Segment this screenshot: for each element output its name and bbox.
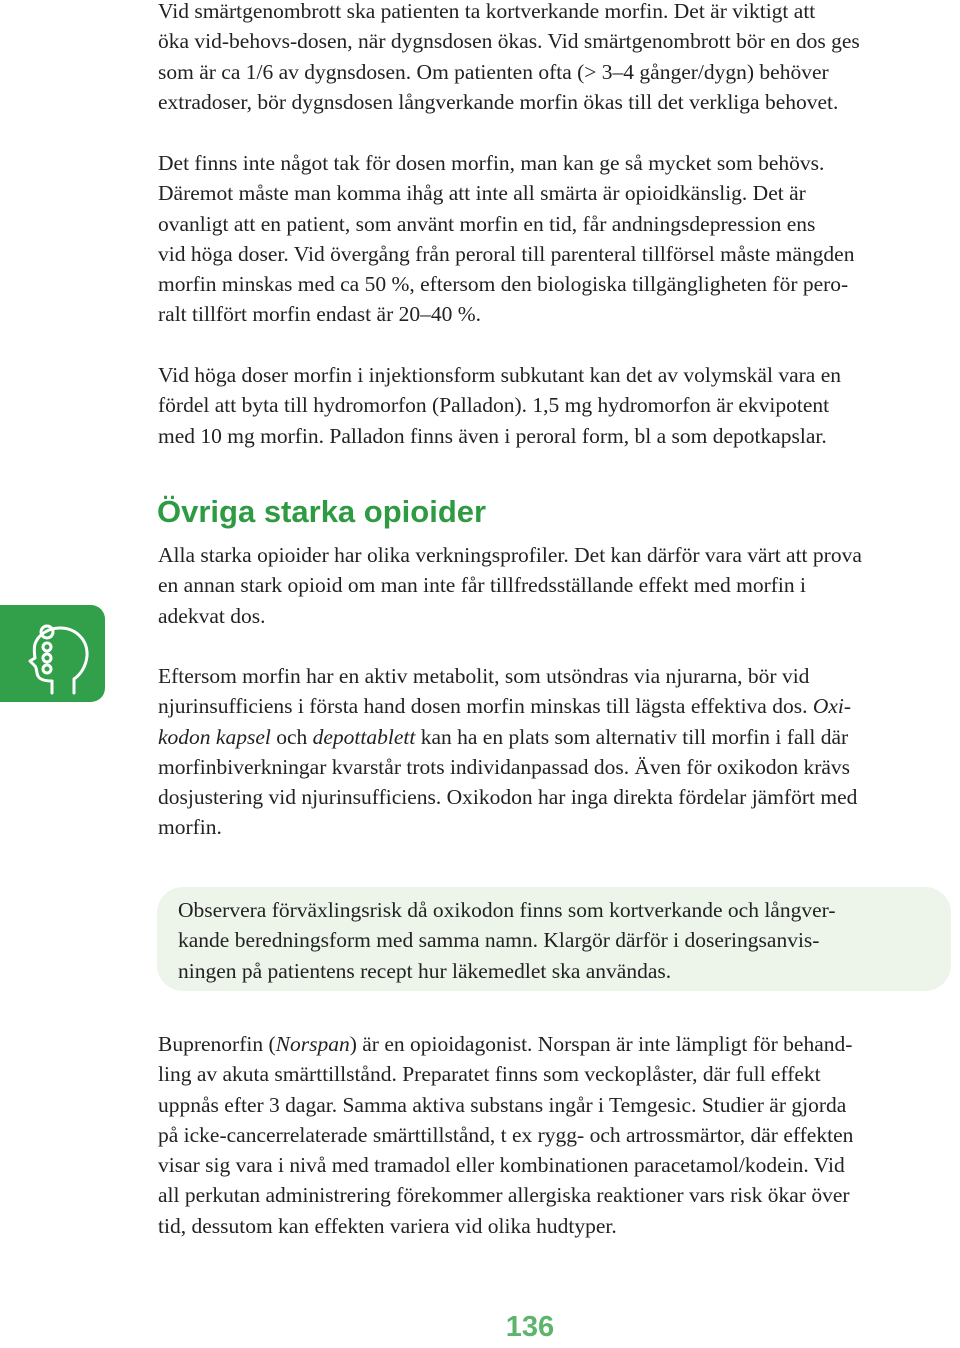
text-line: som är ca 1/6 av dygnsdosen. Om patienten ofta (> 3–4 gånger/dygn) behöver — [158, 59, 829, 84]
text-line: ningen på patientens recept hur läkemedlet ska användas. — [178, 958, 672, 983]
chapter-side-tab — [0, 605, 105, 702]
text-line — [158, 1029, 948, 1059]
text-line: adekvat dos. — [158, 603, 266, 628]
italic-term: kodon kapsel — [158, 724, 271, 749]
text-line: fördel att byta till hydromorfon (Palladon). 1,5 mg hydromorfon är ekvipotent — [158, 393, 830, 418]
italic-term: depottablett — [312, 724, 416, 749]
paragraph-renal-insufficiency — [158, 661, 948, 843]
text-line: Vid höga doser morfin i injektionsform subkutant kan det av volymskäl vara en — [158, 363, 841, 387]
paragraph-hydromorphone — [158, 360, 948, 451]
text-line: Vid smärtgenombrott ska patienten ta kortverkande morfin. Det är viktigt att — [158, 0, 816, 23]
text-segment: ) är en opioidagonist. Norspan är inte lämpligt för behand- — [349, 1032, 853, 1056]
section-heading: Övriga starka opioider — [157, 494, 487, 529]
paragraph-dose-ceiling — [158, 148, 948, 330]
text-line: Observera förväxlingsrisk då oxikodon finns som kortverkande och långver- — [178, 898, 836, 922]
paragraph-other-opioids — [158, 540, 948, 631]
text-line: all perkutan administrering förekommer allergiska reaktioner vars risk ökar över — [158, 1183, 850, 1208]
text-line: öka vid-behovs-dosen, när dygnsdosen ökas. Vid smärtgenombrott bör en dos ges — [158, 29, 860, 54]
warning-callout-box — [157, 887, 951, 991]
italic-term: Norspan — [275, 1032, 350, 1056]
paragraph-buprenorphine — [158, 1029, 948, 1241]
text-line: kande beredningsform med samma namn. Klargör därför i doseringsanvis- — [178, 928, 820, 953]
text-segment: njurinsufficiens i första hand dosen morfin minskas till lägsta effektiva dos. — [158, 694, 813, 719]
text-line: extradoser, bör dygnsdosen långverkande morfin ökas till det verkliga behovet. — [158, 89, 839, 114]
text-line: Eftersom morfin har en aktiv metabolit, som utsöndras via njurarna, bör vid — [158, 664, 810, 688]
page-number: 136 — [505, 1311, 555, 1343]
text-line: morfinbiverkningar kvarstår trots individanpassad dos. Även för oxikodon krävs — [158, 754, 851, 779]
head-profile-icon — [0, 605, 105, 702]
text-line: med 10 mg morfin. Palladon finns även i peroral form, bl a som depotkapslar. — [158, 423, 827, 448]
text-line: ralt tillfört morfin endast är 20–40 %. — [158, 302, 482, 327]
text-line: en annan stark opioid om man inte får tillfredsställande effekt med morfin i — [158, 573, 806, 598]
text-line: Det finns inte något tak för dosen morfin, man kan ge så mycket som behövs. — [158, 151, 825, 175]
text-line: ovanligt att en patient, som använt morfin en tid, får andningsdepression ens — [158, 211, 816, 236]
text-line: morfin minskas med ca 50 %, eftersom den biologiska tillgängligheten för pero- — [158, 272, 849, 297]
text-line — [158, 691, 948, 721]
text-line: Däremot måste man komma ihåg att inte all smärta är opioidkänslig. Det är — [158, 181, 806, 206]
text-line: uppnås efter 3 dagar. Samma aktiva substans ingår i Temgesic. Studier är gjorda — [158, 1092, 847, 1117]
text-line: ling av akuta smärttillstånd. Preparatet finns som veckoplåster, där full effekt — [158, 1062, 821, 1087]
paragraph-breakthrough-pain — [158, 0, 948, 117]
text-segment: kan ha en plats som alternativ till morfin i fall där — [415, 724, 849, 749]
text-line: på icke-cancerrelaterade smärttillstånd, t ex rygg- och artrossmärtor, där effekten — [158, 1122, 854, 1147]
text-line: visar sig vara i nivå med tramadol eller kombinationen paracetamol/kodein. Vid — [158, 1153, 845, 1178]
callout-text — [178, 895, 938, 986]
text-line: vid höga doser. Vid övergång från peroral till parenteral tillförsel måste mängden — [158, 241, 855, 266]
text-line: morfin. — [158, 815, 222, 840]
text-segment: Buprenorfin ( — [158, 1032, 276, 1056]
text-segment: och — [270, 724, 313, 749]
text-line: dosjustering vid njurinsufficiens. Oxikodon har inga direkta fördelar jämfört med — [158, 785, 858, 810]
italic-term: Oxi- — [812, 694, 852, 719]
text-line: tid, dessutom kan effekten variera vid olika hudtyper. — [158, 1213, 617, 1238]
text-line: Alla starka opioider har olika verkningsprofiler. Det kan därför vara värt att prova — [158, 543, 862, 567]
text-line — [158, 722, 948, 752]
